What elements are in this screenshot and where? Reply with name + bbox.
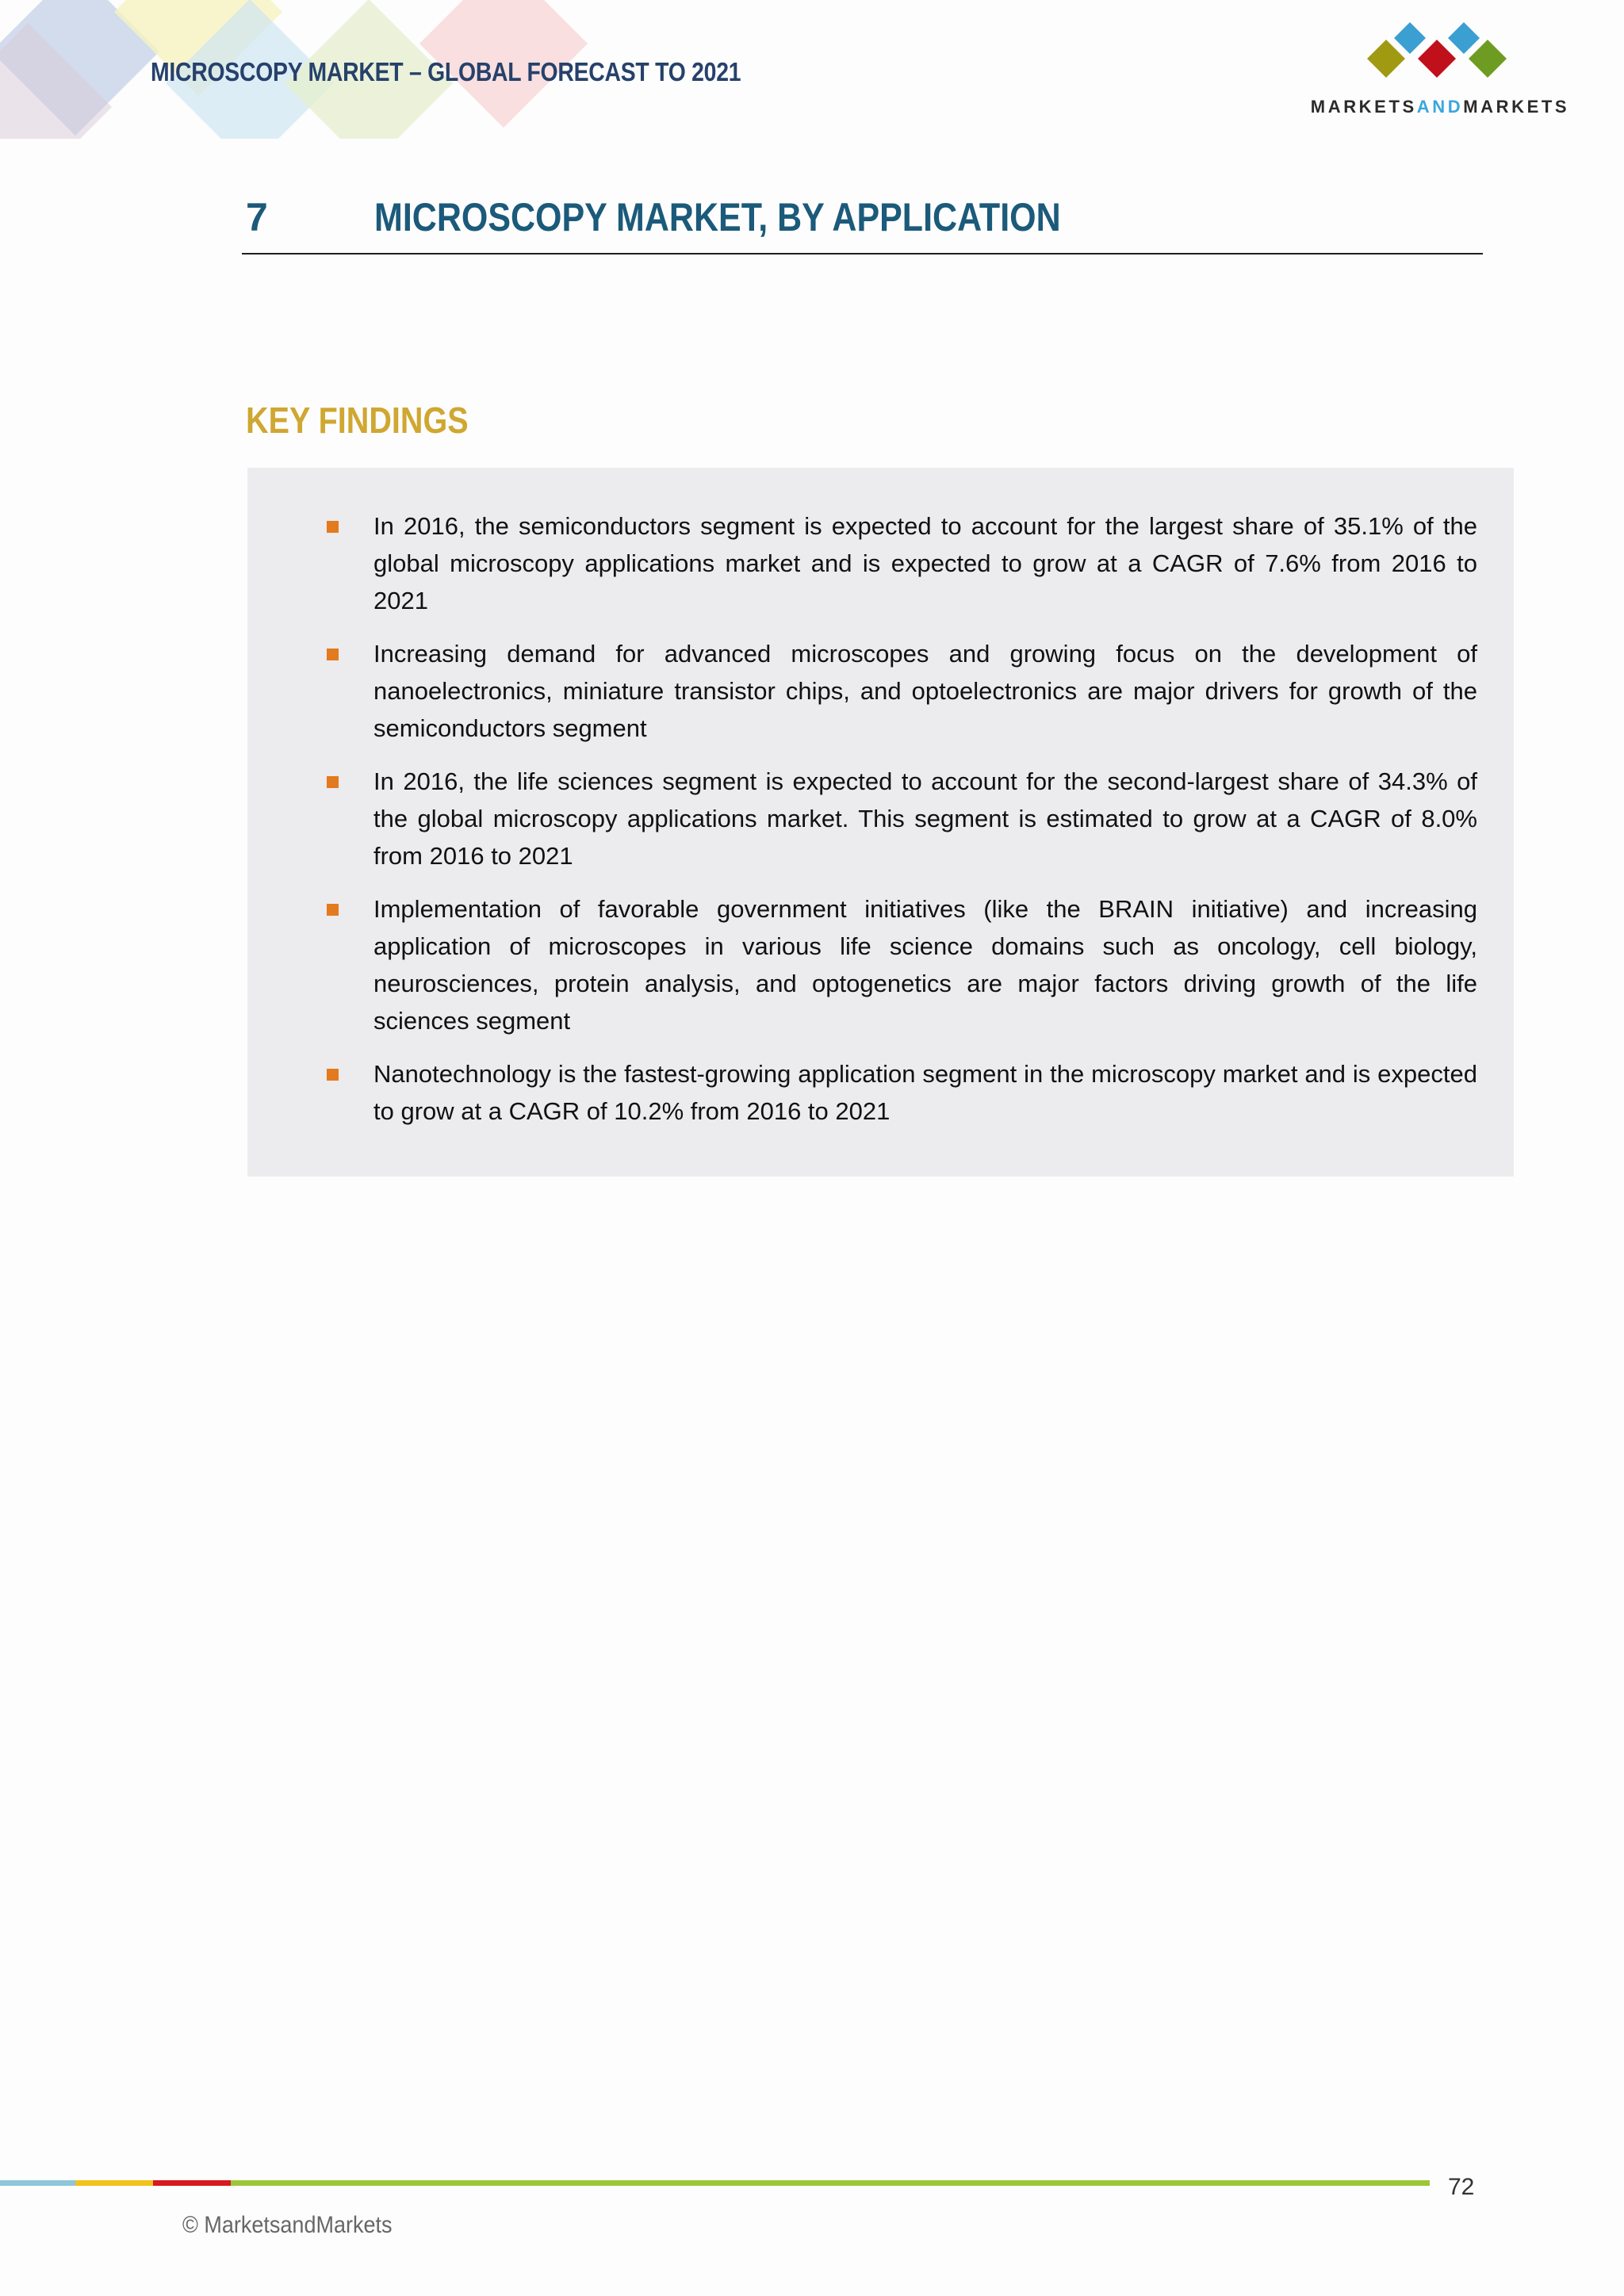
square-bullet-icon: [327, 521, 339, 533]
footer-bar-segment: [0, 2180, 75, 2186]
finding-text: In 2016, the semiconductors segment is expected to account for the largest share of 35.1% of the global microscopy applications market and is expected to grow at a CAGR of 7.6% from 2016 to 2021: [373, 512, 1477, 614]
page-number: 72: [1448, 2174, 1475, 2200]
chapter-title: MICROSCOPY MARKET, BY APPLICATION: [374, 195, 1061, 239]
finding-item: [373, 635, 1477, 747]
square-bullet-icon: [327, 904, 339, 916]
logo-wordmark: MARKETSANDMARKETS: [1310, 97, 1570, 117]
chapter-number: 7: [246, 195, 268, 239]
marketsandmarkets-logo: [1293, 11, 1588, 122]
finding-text: Increasing demand for advanced microscopes and growing focus on the development of nanoelectronics, miniature transistor chips, and optoelectronics are major drivers for growth of the semiconductors segment: [373, 640, 1477, 742]
finding-item: [373, 507, 1477, 619]
square-bullet-icon: [327, 776, 339, 788]
key-findings-list: [247, 507, 1514, 1146]
copyright-notice: © MarketsandMarkets: [182, 2212, 393, 2238]
finding-text: Nanotechnology is the fastest-growing application segment in the microscopy market and is expected to grow at a CAGR of 10.2% from 2016 to 2021: [373, 1060, 1477, 1125]
footer-bar-segment: [231, 2180, 1430, 2186]
logo-diamonds-icon: [1293, 11, 1588, 90]
key-findings-heading: KEY FINDINGS: [246, 400, 469, 441]
key-findings-box: [247, 468, 1514, 1177]
square-bullet-icon: [327, 649, 339, 660]
square-bullet-icon: [327, 1069, 339, 1081]
finding-item: [373, 890, 1477, 1039]
footer-bar-segment: [75, 2180, 153, 2186]
finding-item: [373, 763, 1477, 874]
finding-item: [373, 1055, 1477, 1130]
finding-text: In 2016, the life sciences segment is expected to account for the second-largest share of 34.3% of the global microscopy applications market. This segment is estimated to grow at a CAGR of 8.0% from 2016 to 2021: [373, 767, 1477, 870]
document-header-title: MICROSCOPY MARKET – GLOBAL FORECAST TO 2021: [151, 57, 741, 86]
chapter-divider: [242, 253, 1483, 254]
finding-text: Implementation of favorable government initiatives (like the BRAIN initiative) and increasing application of microscopes in various life science domains such as oncology, cell biology, neurosciences, protein analysis, and optogenetics are major factors driving growth of the life sciences segment: [373, 895, 1477, 1035]
footer-bar-segment: [153, 2180, 231, 2186]
